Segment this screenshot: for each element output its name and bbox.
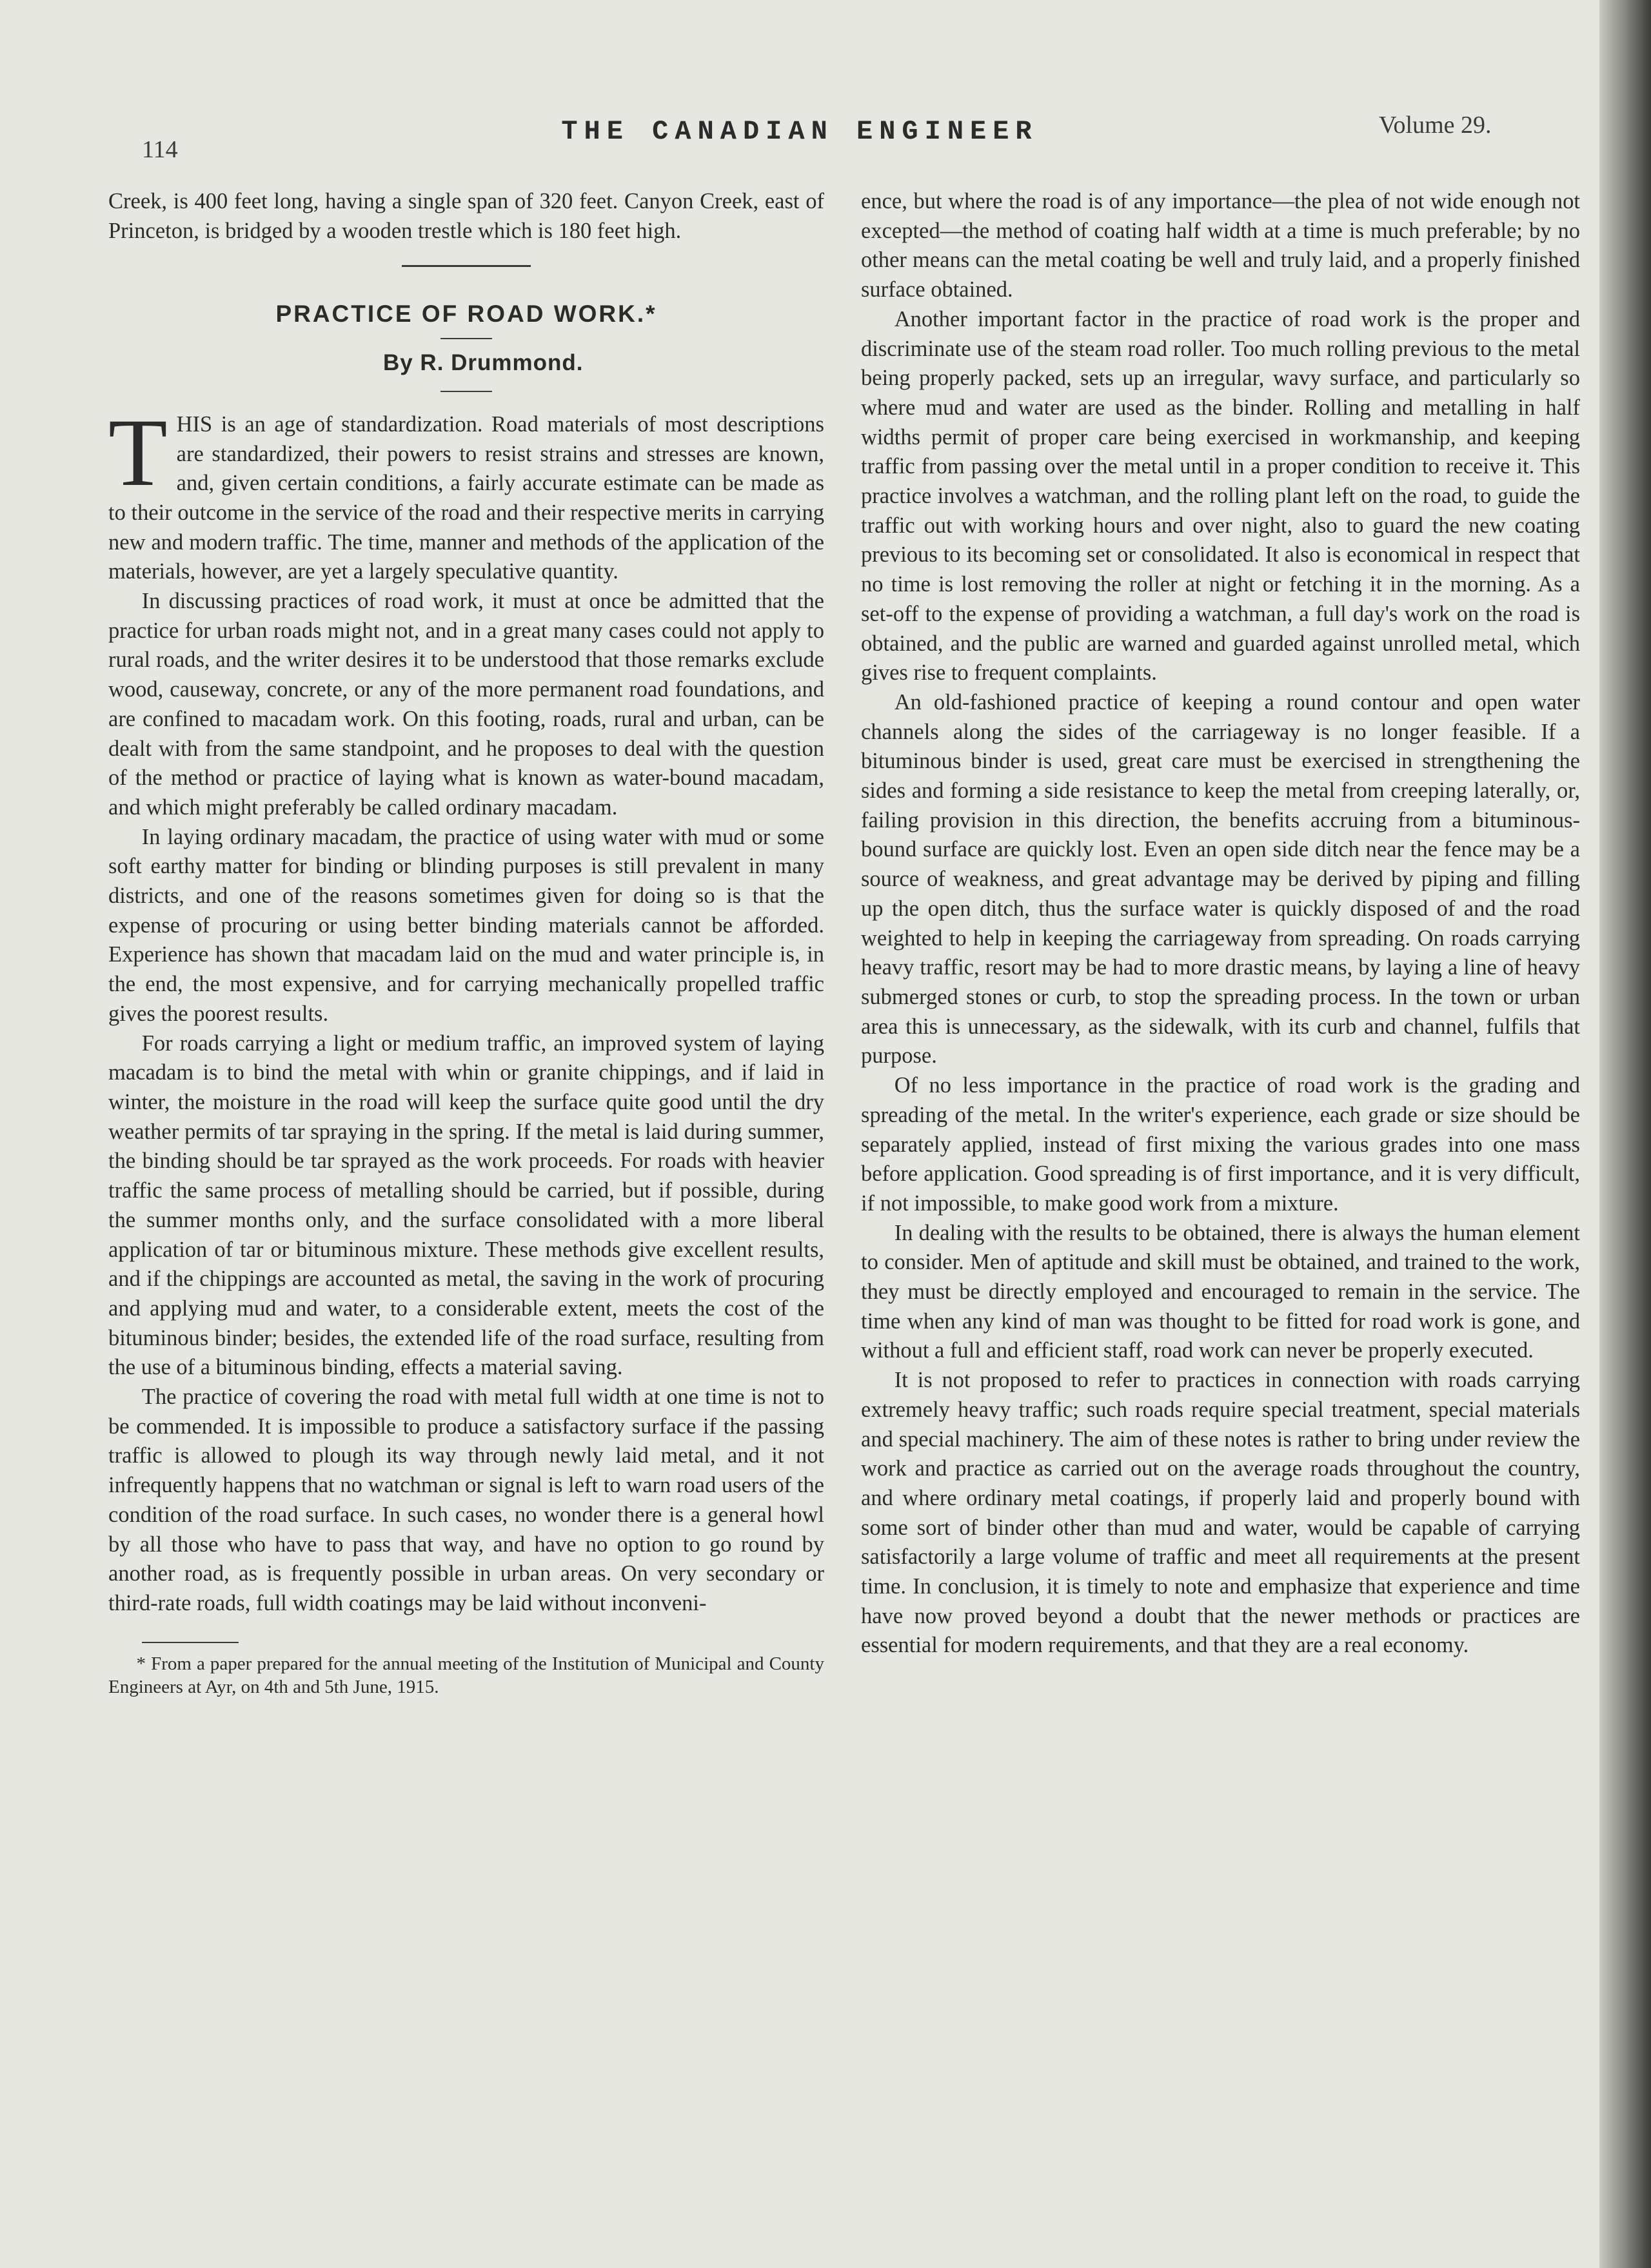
article-paragraph-5: The practice of covering the road with metal full width at one time is not to be commended. It is impossible to produce a satisfactory surface if the passing traffic is allowed to plough its way through newly laid metal, and it not infrequently happens that no watchman or signal is left to warn road users of the condition of the road surface. In such cases, no wonder there is a general howl by all those who have to pass that way, and have no option to go round by another road, as is frequently possible in urban areas. On very secondary or third-rate roads, full width coatings may be laid without inconveni- — [108, 1385, 824, 1615]
paragraph-text: HIS is an age of standardization. Road materials of most descriptions are standardized, their powers to resist strains and stresses are known, and, given certain conditions, a fairly accurate estimate can be made as to their outcome in the service of the road and their respective merits in carrying new and modern traffic. The time, manner and methods of the application of the materials, however, are yet a largely speculative quantity. — [108, 411, 824, 584]
article-paragraph-10: In dealing with the results to be obtained, there is always the human element to consider. Men of aptitude and skill must be obtained, and trained to the work, they must be directly employed and encouraged to remain in the service. The time when any kind of man was thought to be fitted for road work is gone, and without a full and efficient staff, road work can never be properly executed. — [861, 1220, 1580, 1363]
page-edge-shadow — [1599, 0, 1651, 2268]
title-rule — [440, 338, 492, 339]
right-column — [861, 187, 1580, 1661]
article-paragraph-8: An old-fashioned practice of keeping a round contour and open water channels along the sides of the carriageway is no longer feasible. If a bituminous binder is used, great care must be exercised in strengthening the sides and forming a side resistance to keep the metal from creeping laterally, or, failing provision in this direction, the benefits accruing from a bituminous-bound surface are quickly lost. Even an open side ditch near the fence may be a source of weakness, and great advantage may be derived by piping and filling up the open ditch, thus the surface water is quickly disposed of and the road weighted to help in keeping the carriageway from spreading. On roads carrying heavy traffic, resort may be had to more drastic means, by laying a line of heavy submerged stones or curb, to stop the spreading process. In the town or urban area this is unnecessary, as the sidewalk, with its curb and channel, fulfils that purpose. — [861, 689, 1580, 1069]
drop-cap: T — [108, 399, 168, 506]
article-paragraph-3: In laying ordinary macadam, the practice of using water with mud or some soft earthy matter for binding or blinding purposes is still prevalent in many districts, and one of the reasons sometimes given for doing so is that the expense of procuring or using better binding materials cannot be afforded. Experience has shown that macadam laid on the mud and water principle is, in the end, the most expensive, and for carrying mechanically propelled traffic gives the poorest results. — [108, 824, 824, 1026]
article-paragraph-11: It is not proposed to refer to practices in connection with roads carrying extremely heavy traffic; such roads require special treatment, special materials and special machinery. The aim of these notes is rather to bring under review the work and practice as carried out on the average roads throughout the country, and where ordinary metal coatings, if properly laid and properly bound with some sort of binder other than mud and water, would be capable of carrying satisfactorily a large volume of traffic and meet all requirements at the present time. In conclusion, it is timely to note and emphasize that experience and time have now proved beyond a doubt that the newer methods or practices are essential for modern requirements, and that they are a real economy. — [861, 1368, 1580, 1658]
page-number: 114 — [142, 136, 178, 163]
article-paragraph-9: Of no less importance in the practice of road work is the grading and spreading of the metal. In the writer's experience, each grade or size should be separately applied, instead of first mixing the various grades into one mass before application. Good spreading is of first importance, and it is very difficult, if not impossible, to make good work from a mixture. — [861, 1073, 1580, 1216]
continued-paragraph: Creek, is 400 feet long, having a single span of 320 feet. Canyon Creek, east of Princeton, is bridged by a wooden trestle which is 180 feet high. — [108, 189, 824, 243]
running-head — [0, 111, 1599, 163]
article-paragraph-1 — [108, 399, 824, 587]
article-title: PRACTICE OF ROAD WORK.* — [275, 301, 657, 328]
journal-title: THE CANADIAN ENGINEER — [561, 116, 1038, 147]
article-paragraph-6: ence, but where the road is of any importance—the plea of not wide enough not excepted—the method of coating half width at a time is much preferable; by no other means can the metal coating be well and truly laid, and a properly finished surface obtained. — [861, 189, 1580, 302]
left-column — [108, 187, 824, 1699]
section-divider — [402, 265, 531, 267]
article-paragraph-2: In discussing practices of road work, it must at once be admitted that the practice for urban roads might not, and in a great many cases could not apply to rural roads, and the writer desires it to be understood that those remarks exclude wood, causeway, concrete, or any of the more permanent road foundations, and are confined to macadam work. On this footing, roads, rural and urban, can be dealt with from the same standpoint, and he proposes to deal with the question of the method or practice of laying what is known as water-bound macadam, and which might preferably be called ordinary macadam. — [108, 589, 824, 820]
volume-label: Volume 29. — [1379, 112, 1492, 139]
footnote: * From a paper prepared for the annual meeting of the Institution of Municipal and County Engineers at Ayr, on 4th and 5th June, 1915. — [108, 1653, 824, 1697]
article-paragraph-4: For roads carrying a light or medium traffic, an improved system of laying macadam is to bind the metal with whin or granite chippings, and if laid in winter, the moisture in the road will keep the surface quite good until the dry weather permits of tar spraying in the spring. If the metal is laid during summer, the binding should be tar sprayed as the work proceeds. For roads with heavier traffic the same process of metalling should be carried, but if possible, during the summer months only, and the surface consolidated with a more liberal application of tar or bituminous mixture. These methods give excellent results, and if the chippings are accounted as metal, the saving in the work of procuring and applying mud and water, to a considerable extent, meets the cost of the bituminous binder; besides, the extended life of the road surface, resulting from the use of a bituminous binding, effects a material saving. — [108, 1030, 824, 1380]
article-paragraph-7: Another important factor in the practice of road work is the proper and discriminate use of the steam road roller. Too much rolling previous to the metal being properly packed, sets up an irregular, wavy surface, and particularly so where mud and water are used as the binder. Rolling and metalling in half widths permit of proper care being exercised in workmanship, and keeping traffic from passing over the metal until in a proper condition to receive it. This practice involves a watchman, and the rolling plant left on the road, to guide the traffic out with working hours and over night, also to guard the new coating previous to its becoming set or consolidated. It also is economical in respect that no time is lost removing the roller at night or fetching it in the morning. As a set-off to the expense of providing a watchman, a full day's work on the road is obtained, and the public are warned and guarded against unrolled metal, which gives rise to frequent complaints. — [861, 306, 1580, 685]
byline-rule — [440, 391, 492, 392]
footnote-rule — [142, 1642, 239, 1643]
article-byline: By R. Drummond. — [382, 350, 584, 376]
